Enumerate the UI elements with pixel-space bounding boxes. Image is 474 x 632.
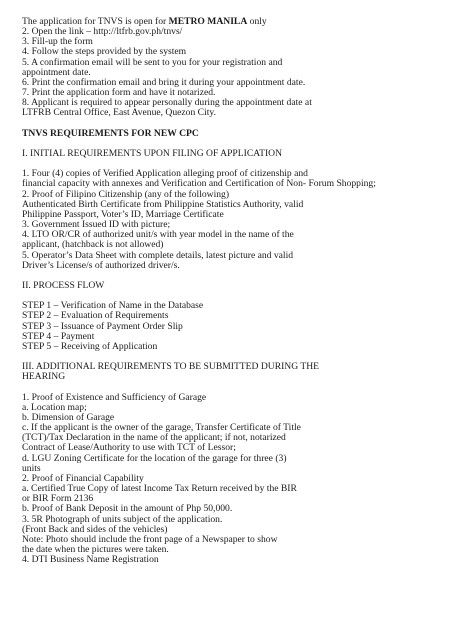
section-1-line: applicant, (hatchback is not allowed) [22, 239, 164, 251]
requirements-title: TNVS REQUIREMENTS FOR NEW CPC [22, 127, 199, 139]
section-3-line: Note: Photo should include the front page of a Newspaper to show [22, 533, 278, 545]
section-1-line: 5. Operator’s Data Sheet with complete details, latest picture and valid [22, 249, 294, 261]
intro-line-5: 5. A confirmation email will be sent to you for your registration and [22, 56, 283, 68]
process-step: STEP 1 – Verification of Name in the Database [22, 300, 204, 312]
intro-line-4: 4. Follow the steps provided by the system [22, 46, 187, 58]
section-3-line: b. Dimension of Garage [22, 411, 115, 423]
section-1-line: financial capacity with annexes and Verification and Certification of Non- Forum Shopping; [22, 178, 376, 190]
section-3-line: Contract of Lease/Authority to use with TCT of Lessor; [22, 442, 236, 454]
section-1-line: Driver’s License/s of authorized driver/s. [22, 259, 180, 271]
metro-manila-bold: METRO MANILA [168, 16, 248, 27]
section-3-line: b. Proof of Bank Deposit in the amount of Php 50,000. [22, 503, 233, 515]
section-3-line: 3. 5R Photograph of units subject of the application. [22, 513, 223, 525]
section-3-line: (Front Back and sides of the vehicles) [22, 523, 168, 535]
process-step: STEP 3 – Issuance of Payment Order Slip [22, 320, 183, 332]
section-1-line: 3. Government Issued ID with picture; [22, 219, 171, 231]
section-2-title: II. PROCESS FLOW [22, 280, 105, 291]
section-3-line: (TCT)/Tax Declaration in the name of the applicant; if not, notarized [22, 432, 286, 444]
section-3-title: III. ADDITIONAL REQUIREMENTS TO BE SUBMITTED DURING THE [22, 361, 320, 373]
intro-line-1-text: The application for TNVS is open for [22, 16, 169, 27]
section-3-line: 1. Proof of Existence and Sufficiency of Garage [22, 391, 207, 403]
intro-line-2-text: 2. Open the link – [22, 26, 94, 38]
section-3-line: a. Location map; [22, 401, 87, 413]
section-1-line: 4. LTO OR/CR of authorized unit/s with year model in the name of the [22, 229, 294, 241]
section-3-line: 4. DTI Business Name Registration [22, 554, 159, 566]
section-1-line: 2. Proof of Filipino Citizenship (any of the following) [22, 188, 230, 200]
section-3-line: c. If the applicant is the owner of the garage, Transfer Certificate of Title [22, 422, 301, 434]
process-step: STEP 4 – Payment [22, 330, 95, 342]
section-1-line: Philippine Passport, Voter’s ID, Marriage Certificate [22, 208, 224, 220]
intro-line-1-suffix: only [247, 16, 267, 27]
section-1-line: 1. Four (4) copies of Verified Application alleging proof of citizenship and [22, 168, 308, 180]
intro-line-7: 7. Print the application form and have it notarized. [22, 87, 216, 99]
ltfrb-tnvs-link[interactable]: http://ltfrb.gov.ph/tnvs/ [93, 26, 183, 38]
section-3-line: 2. Proof of Financial Capability [22, 472, 144, 484]
section-3-line: or BIR Form 2136 [22, 493, 94, 505]
section-3-line: d. LGU Zoning Certificate for the location of the garage for three (3) [22, 452, 287, 464]
intro-line-8: 8. Applicant is required to appear personally during the appointment date at [22, 97, 312, 109]
section-3-title-cont: HEARING [22, 371, 66, 383]
intro-line-6: 6. Print the confirmation email and bring it during your appointment date. [22, 76, 306, 88]
section-3-line: a. Certified True Copy of latest Income Tax Return received by the BIR [22, 483, 297, 495]
section-1-line: Authenticated Birth Certificate from Philippine Statistics Authority, valid [22, 198, 304, 210]
intro-line-3: 3. Fill-up the form [22, 36, 93, 48]
section-3-line: the date when the pictures were taken. [22, 544, 169, 556]
intro-line-8b: LTFRB Central Office, East Avenue, Quezon City. [22, 107, 216, 119]
process-step: STEP 2 – Evaluation of Requirements [22, 310, 169, 322]
section-1-title: I. INITIAL REQUIREMENTS UPON FILING OF APPLICATION [22, 148, 282, 159]
section-3-line: units [22, 462, 41, 474]
process-step: STEP 5 – Receiving of Application [22, 340, 158, 352]
intro-line-5b: appointment date. [22, 66, 91, 78]
